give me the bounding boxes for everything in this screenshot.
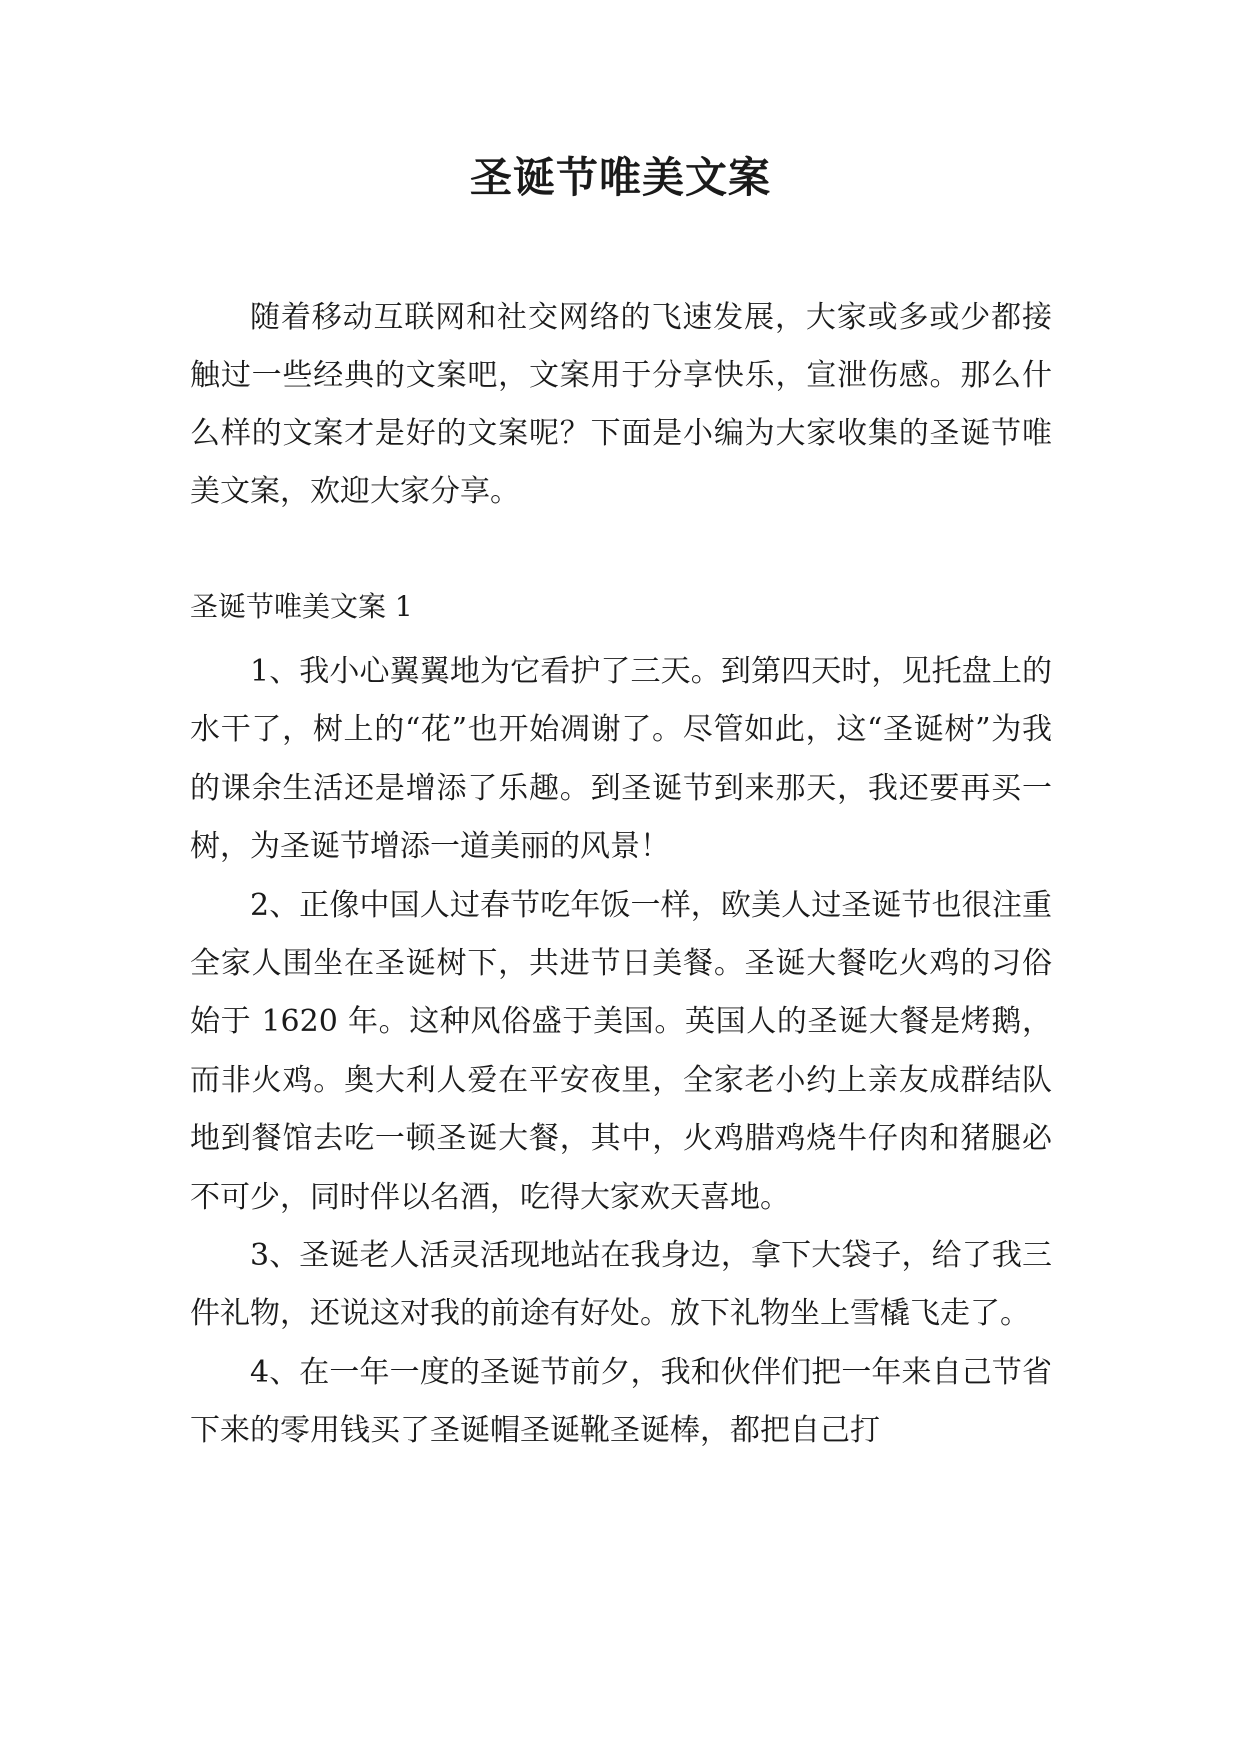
list-item: 4、在一年一度的圣诞节前夕，我和伙伴们把一年来自己节省下来的零用钱买了圣诞帽圣诞靴圣诞棒，都把自己打 [190, 1354, 1052, 1449]
intro-paragraph: 随着移动互联网和社交网络的飞速发展，大家或多或少都接触过一些经典的文案吧，文案用于分享快乐，宣泄伤感。那么什么样的文案才是好的文案呢？下面是小编为大家收集的圣诞节唯美文案，欢迎大家分享。 [190, 300, 1052, 509]
item-list [190, 643, 1052, 1461]
list-item: 3、圣诞老人活灵活现地站在我身边，拿下大袋子，给了我三件礼物，还说这对我的前途有好处。放下礼物坐上雪橇飞走了。 [190, 1238, 1052, 1332]
section-heading: 圣诞节唯美文案 1 [190, 590, 413, 623]
document-title: 圣诞节唯美文案 [469, 153, 771, 202]
list-item: 2、正像中国人过春节吃年饭一样，欧美人过圣诞节也很注重全家人围坐在圣诞树下，共进节日美餐。圣诞大餐吃火鸡的习俗始于 1620 年。这种风俗盛于美国。英国人的圣诞大餐是烤鹅，而非火鸡。奥大利人爱在平安夜里，全家老小约上亲友成群结队地到餐馆去吃一顿圣诞大餐，其中，火鸡腊鸡烧牛仔肉和猪腿必不可少，同时伴以名酒，吃得大家欢天喜地。 [190, 887, 1052, 1215]
list-item: 1、我小心翼翼地为它看护了三天。到第四天时，见托盘上的水干了，树上的“花”也开始凋谢了。尽管如此，这“圣诞树”为我的课余生活还是增添了乐趣。到圣诞节到来那天，我还要再买一树，为圣诞节增添一道美丽的风景！ [190, 654, 1052, 865]
